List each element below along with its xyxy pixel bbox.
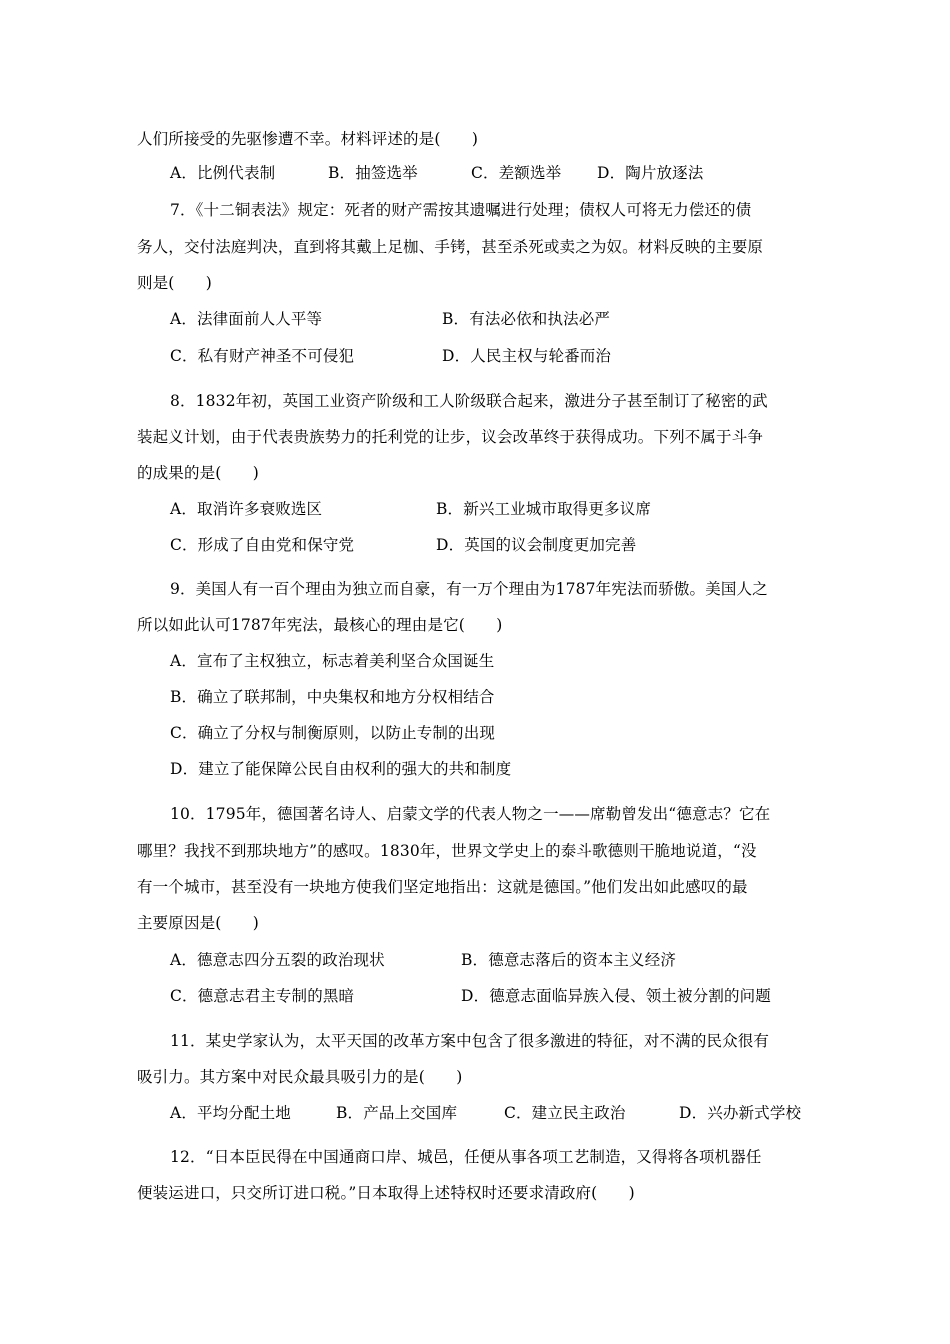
q10-option-a: A．德意志四分五裂的政治现状 — [170, 951, 385, 969]
q11-option-a: A．平均分配土地 — [170, 1104, 291, 1122]
q10-stem-line-4: 主要原因是( ) — [137, 914, 259, 932]
q6-option-a: A．比例代表制 — [170, 164, 276, 182]
q8-stem-line-3: 的成果的是( ) — [137, 464, 259, 482]
q9-option-a: A．宣布了主权独立，标志着美利坚合众国诞生 — [170, 652, 495, 670]
q12-stem-line-1: 12．“日本臣民得在中国通商口岸、城邑，任便从事各项工艺制造，又得将各项机器任 — [170, 1148, 762, 1166]
q9-stem-line-1: 9．美国人有一百个理由为独立而自豪，有一万个理由为1787年宪法而骄傲。美国人之 — [170, 580, 768, 598]
q10-stem-line-1: 10．1795年，德国著名诗人、启蒙文学的代表人物之一——席勒曾发出“德意志？它在 — [170, 805, 771, 823]
q8-option-a: A．取消许多衰败选区 — [170, 500, 323, 518]
q9-stem-line-2: 所以如此认可1787年宪法，最核心的理由是它( ) — [137, 616, 503, 634]
q8-option-c: C．形成了自由党和保守党 — [170, 536, 355, 554]
q10-option-c: C．德意志君主专制的黑暗 — [170, 987, 355, 1005]
q11-option-d: D．兴办新式学校 — [679, 1104, 802, 1122]
q7-option-a: A．法律面前人人平等 — [170, 310, 323, 328]
q12-stem-line-2: 便装运进口，只交所订进口税。”日本取得上述特权时还要求清政府( ) — [137, 1184, 635, 1202]
q7-option-b: B．有法必依和执法必严 — [442, 310, 611, 328]
q11-option-c: C．建立民主政治 — [504, 1104, 626, 1122]
q10-option-d: D．德意志面临异族入侵、领土被分割的问题 — [461, 987, 771, 1005]
q6-option-b: B．抽签选举 — [328, 164, 418, 182]
q10-stem-line-3: 有一个城市，甚至没有一块地方使我们坚定地指出：这就是德国。”他们发出如此感叹的最 — [137, 878, 748, 896]
q10-stem-line-2: 哪里？我找不到那块地方”的感叹。1830年，世界文学史上的泰斗歌德则干脆地说道，“没 — [137, 842, 757, 860]
q7-stem-line-1: 7．《十二铜表法》规定：死者的财产需按其遗嘱进行处理；债权人可将无力偿还的债 — [170, 201, 752, 219]
q11-stem-line-2: 吸引力。其方案中对民众最具吸引力的是( ) — [137, 1068, 463, 1086]
q9-option-d: D．建立了能保障公民自由权利的强大的共和制度 — [170, 760, 512, 778]
q6-option-d: D．陶片放逐法 — [597, 164, 704, 182]
q7-option-c: C．私有财产神圣不可侵犯 — [170, 347, 355, 365]
q6-option-c: C．差额选举 — [471, 164, 562, 182]
q9-option-b: B．确立了联邦制，中央集权和地方分权相结合 — [170, 688, 495, 706]
q8-stem-line-1: 8．1832年初，英国工业资产阶级和工人阶级联合起来，激进分子甚至制订了秘密的武 — [170, 392, 768, 410]
q7-option-d: D．人民主权与轮番而治 — [442, 347, 612, 365]
q9-option-c: C．确立了分权与制衡原则，以防止专制的出现 — [170, 724, 496, 742]
q7-stem-line-2: 务人，交付法庭判决，直到将其戴上足枷、手铐，甚至杀死或卖之为奴。材料反映的主要原 — [137, 238, 764, 256]
q11-stem-line-1: 11．某史学家认为，太平天国的改革方案中包含了很多激进的特征，对不满的民众很有 — [170, 1032, 770, 1050]
q10-option-b: B．德意志落后的资本主义经济 — [461, 951, 676, 969]
q7-stem-line-3: 则是( ) — [137, 274, 212, 292]
q11-option-b: B．产品上交国库 — [336, 1104, 458, 1122]
q8-option-d: D．英国的议会制度更加完善 — [436, 536, 637, 554]
q8-stem-line-2: 装起义计划，由于代表贵族势力的托利党的让步，议会改革终于获得成功。下列不属于斗争 — [137, 428, 764, 446]
q8-option-b: B．新兴工业城市取得更多议席 — [436, 500, 651, 518]
q6-stem-cont: 人们所接受的先驱惨遭不幸。材料评述的是( ) — [137, 130, 479, 148]
